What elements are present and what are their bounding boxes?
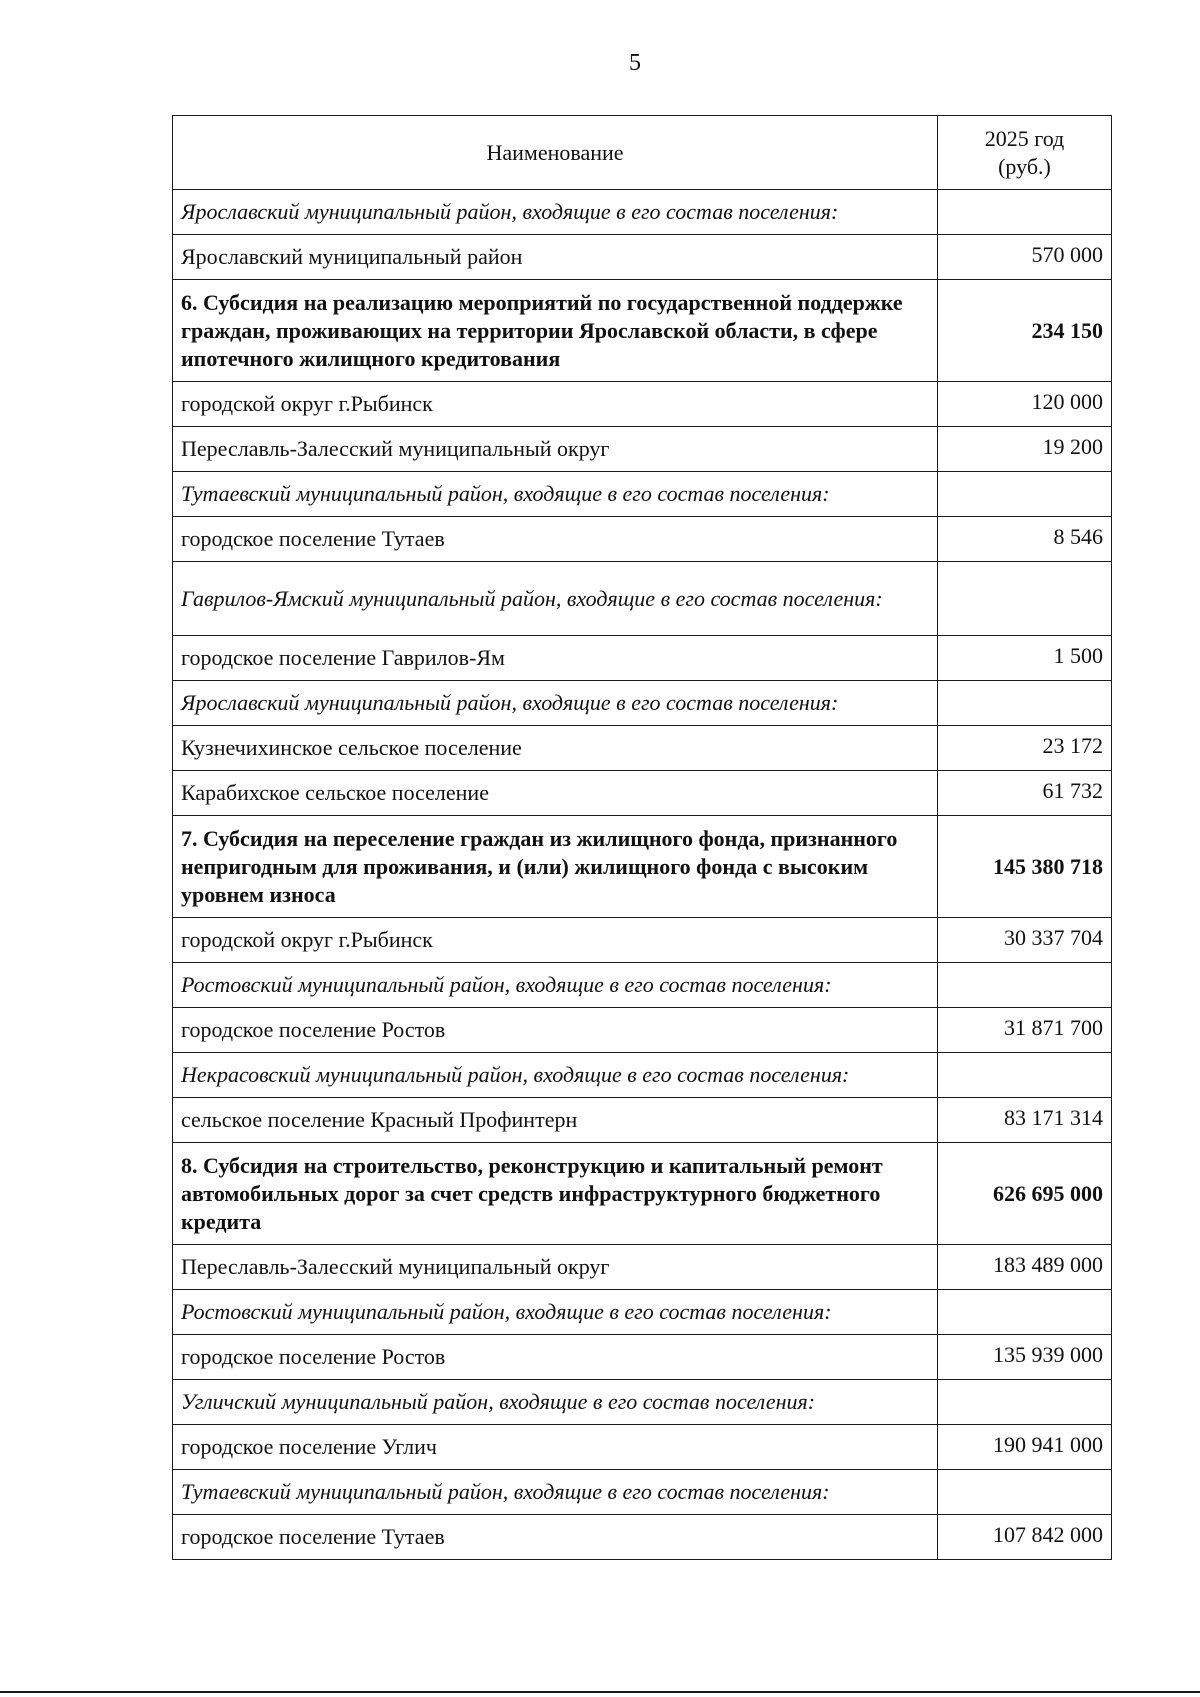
table-row <box>173 1470 1112 1515</box>
table-row <box>173 382 1112 427</box>
row-name: Угличский муниципальный район, входящие в его состав поселения: <box>173 1380 938 1425</box>
table-row <box>173 918 1112 963</box>
row-name: городское поселение Гаврилов-Ям <box>173 636 938 681</box>
table-row <box>173 562 1112 636</box>
row-name: Гаврилов-Ямский муниципальный район, входящие в его состав поселения: <box>173 562 938 636</box>
section-total: 145 380 718 <box>938 816 1112 918</box>
row-name: городское поселение Углич <box>173 1425 938 1470</box>
row-amount <box>938 681 1112 726</box>
table-row-section <box>173 1143 1112 1245</box>
column-header-name-text: Наименование <box>486 139 624 165</box>
row-name: Некрасовский муниципальный район, входящие в его состав поселения: <box>173 1053 938 1098</box>
table-row <box>173 1515 1112 1560</box>
table-row-section <box>173 280 1112 382</box>
table-row <box>173 1290 1112 1335</box>
table-row <box>173 1425 1112 1470</box>
row-amount: 190 941 000 <box>938 1425 1112 1470</box>
row-name: Ростовский муниципальный район, входящие в его состав поселения: <box>173 963 938 1008</box>
table-row <box>173 427 1112 472</box>
subsidy-table <box>172 115 1112 1560</box>
table-row <box>173 726 1112 771</box>
row-amount <box>938 190 1112 235</box>
row-amount: 570 000 <box>938 235 1112 280</box>
row-amount: 61 732 <box>938 771 1112 816</box>
table-row <box>173 1008 1112 1053</box>
row-name: Переславль-Залесский муниципальный округ <box>173 427 938 472</box>
row-amount: 30 337 704 <box>938 918 1112 963</box>
row-name: Ростовский муниципальный район, входящие в его состав поселения: <box>173 1290 938 1335</box>
row-name: Тутаевский муниципальный район, входящие в его состав поселения: <box>173 472 938 517</box>
row-name: Тутаевский муниципальный район, входящие в его состав поселения: <box>173 1470 938 1515</box>
section-total: 234 150 <box>938 280 1112 382</box>
table-row <box>173 1380 1112 1425</box>
row-name: Ярославский муниципальный район, входящие в его состав поселения: <box>173 681 938 726</box>
table-row <box>173 681 1112 726</box>
table-row <box>173 1335 1112 1380</box>
row-name: городское поселение Ростов <box>173 1008 938 1053</box>
table-row <box>173 771 1112 816</box>
row-name: Ярославский муниципальный район, входящие в его состав поселения: <box>173 190 938 235</box>
row-amount: 107 842 000 <box>938 1515 1112 1560</box>
row-amount: 1 500 <box>938 636 1112 681</box>
table-header-row <box>173 116 1112 190</box>
table-row <box>173 636 1112 681</box>
section-title: 6. Субсидия на реализацию мероприятий по государственной поддержке граждан, проживающих на территории Ярославской области, в сфере ипотечного жилищного кредитования <box>173 280 938 382</box>
table-row <box>173 1053 1112 1098</box>
row-amount: 23 172 <box>938 726 1112 771</box>
row-name: городское поселение Ростов <box>173 1335 938 1380</box>
table-row <box>173 963 1112 1008</box>
row-amount: 120 000 <box>938 382 1112 427</box>
row-amount: 135 939 000 <box>938 1335 1112 1380</box>
row-amount: 183 489 000 <box>938 1245 1112 1290</box>
section-title: 8. Субсидия на строительство, реконструкцию и капитальный ремонт автомобильных дорог за счет средств инфраструктурного бюджетного кредита <box>173 1143 938 1245</box>
table-row <box>173 190 1112 235</box>
table-body <box>173 190 1112 1560</box>
table-row <box>173 235 1112 280</box>
column-header-unit-text: (руб.) <box>998 153 1051 179</box>
row-name: сельское поселение Красный Профинтерн <box>173 1098 938 1143</box>
row-amount: 8 546 <box>938 517 1112 562</box>
table-row-section <box>173 816 1112 918</box>
section-total: 626 695 000 <box>938 1143 1112 1245</box>
page-bottom-rule <box>0 1691 1200 1693</box>
row-amount <box>938 1470 1112 1515</box>
row-name: Переславль-Залесский муниципальный округ <box>173 1245 938 1290</box>
section-title: 7. Субсидия на переселение граждан из жилищного фонда, признанного непригодным для проживания, и (или) жилищного фонда с высоким уровнем износа <box>173 816 938 918</box>
table-row <box>173 1245 1112 1290</box>
row-name: Ярославский муниципальный район <box>173 235 938 280</box>
table-row <box>173 1098 1112 1143</box>
row-amount: 83 171 314 <box>938 1098 1112 1143</box>
row-amount <box>938 963 1112 1008</box>
row-amount: 19 200 <box>938 427 1112 472</box>
row-amount <box>938 1053 1112 1098</box>
table-row <box>173 517 1112 562</box>
row-amount <box>938 1290 1112 1335</box>
row-amount <box>938 562 1112 636</box>
row-name: Карабихское сельское поселение <box>173 771 938 816</box>
row-name: городское поселение Тутаев <box>173 517 938 562</box>
row-amount <box>938 472 1112 517</box>
column-header-year <box>938 116 1112 190</box>
table-row <box>173 472 1112 517</box>
row-amount <box>938 1380 1112 1425</box>
row-name: городское поселение Тутаев <box>173 1515 938 1560</box>
row-amount: 31 871 700 <box>938 1008 1112 1053</box>
page-number: 5 <box>629 50 641 76</box>
row-name: городской округ г.Рыбинск <box>173 918 938 963</box>
column-header-name <box>173 116 938 190</box>
row-name: Кузнечихинское сельское поселение <box>173 726 938 771</box>
column-header-year-text: 2025 год <box>984 125 1065 151</box>
row-name: городской округ г.Рыбинск <box>173 382 938 427</box>
